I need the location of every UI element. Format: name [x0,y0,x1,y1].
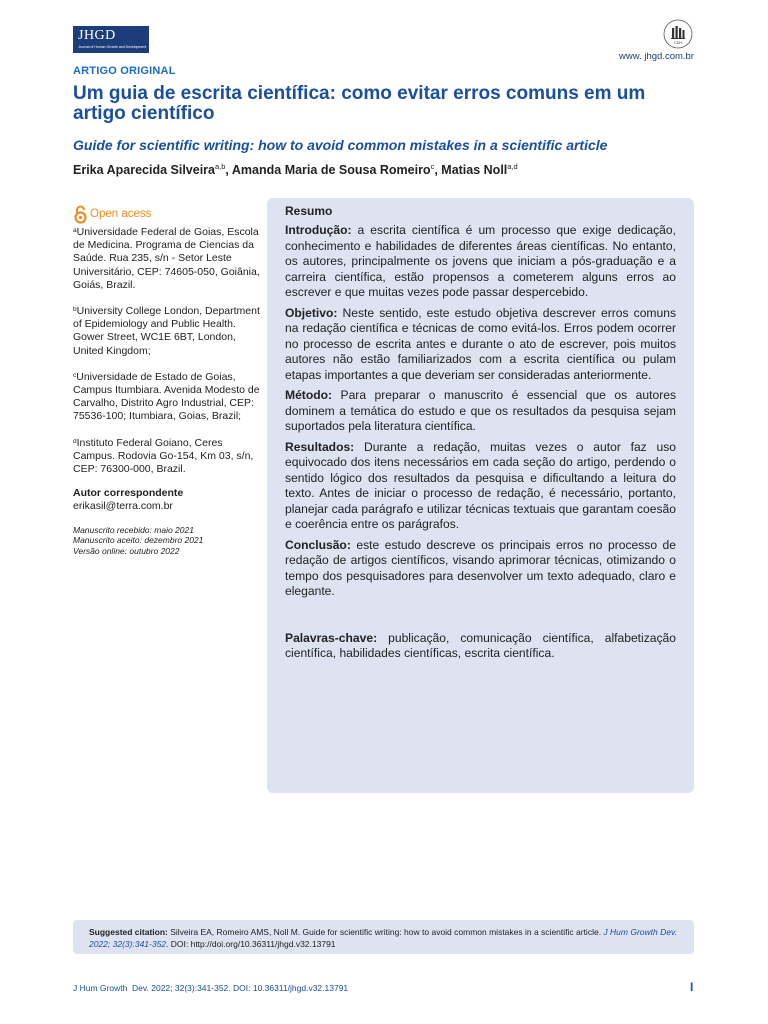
keywords-text: publicação, comunicação científica, alfabetização científica, habilidades científicas, escrita científica. [285,630,676,660]
author-affiliation-marker: a,b [214,162,226,171]
abstract-section-text: Durante a redação, muitas vezes o autor faz uso equivocado dos itens necessários em cada seção do artigo, perdendo o sentido lógico dos resultados da pesquisa e dificultando a leitura do texto. Antes de iniciar o processo de redação, é necessário, portanto, planejar cada parágrafo e utilizar técnicas textuais que garantam coesão e coerência entre os parágrafos. [285,439,676,531]
page-footer: J Hum Growth Dev. 2022; 32(3):341-352. DOI: 10.36311/jhgd.v32.13791 [73,983,349,993]
open-access-lock-icon [73,205,88,224]
article-type-label: ARTIGO ORIGINAL [73,65,176,77]
corresponding-author-email[interactable]: erikasil@terra.com.br [73,500,173,513]
sidebar-metadata [73,205,263,556]
abstract-section-label: Introdução: [285,223,352,237]
affiliation-item [73,303,263,358]
affiliation-item [73,224,263,292]
article-title-english: Guide for scientific writing: how to avoid common mistakes in a scientific article [73,137,608,153]
article-title-portuguese: Um guia de escrita científica: como evitar erros comuns em um artigo científico [73,83,646,124]
abstract-section-text: Neste sentido, este estudo objetiva descrever erros comuns na redação científica e técnicas de como evitá-los. Erros podem ocorrer no processo de escrita antes e durante o ato de escrever, pois muitos autores não estão familiarizados com a escrita científica ou pulam etapas importantes a que deveriam ser consideradas anteriormente. [285,305,676,382]
citation-label: Suggested citation: [89,927,168,937]
affiliation-list [73,224,263,476]
keywords-label: Palavras-chave: [285,630,378,645]
abstract-section-text: Para preparar o manuscrito é essencial que os autores dominem a temática do estudo e que os resultados da pesquisa sejam suportados pela literatura científica. [285,388,676,433]
manuscript-date-line: Manuscrito aceito: dezembro 2021 [73,535,204,546]
author-name: Matias Noll [441,163,508,177]
citation-text: Silveira EA, Romeiro AMS, Noll M. Guide for scientific writing: how to avoid common mistakes in a scientific article. [167,927,604,937]
affiliation-item [73,435,263,477]
affiliation-marker: d [73,437,77,445]
citation-journal: J Hum Growth Dev. 2022; 32(3):341-352 [89,927,677,949]
journal-logo-text: JHGD [78,28,116,43]
journal-logo [73,26,149,53]
suggested-citation [73,920,694,954]
abstract-section-text: este estudo descreve os principais erros no processo de redação de artigos científicos, visando aprimorar técnicas, otimizando o tempo dos pesquisadores para desenvolver um texto adequado, claro e elegante. [285,537,676,598]
author-affiliation-marker: a,d [507,162,518,171]
corresponding-author-label: Autor correspondente [73,487,184,500]
author-list: Erika Aparecida Silveira$^{a,b}$, Amanda Maria de Sousa Romeiro$^c$, Matias Noll$^{a,d}$ [73,162,518,177]
svg-text:CDH: CDH [674,41,682,45]
affiliation-text: Universidade de Estado de Goias, Campus Itumbiara. Avenida Modesto de Carvalho, Distrito Agro Industrial, CEP: 75536-100; Itumbiara, Goias, Brazil; [73,370,260,423]
abstract-section-label: Conclusão: [285,537,351,552]
affiliation-text: Universidade Federal de Goias, Escola de Medicina. Programa de Ciencias da Saúde. Rua 235, s/n - Setor Leste Universitário, CEP: 74605-050, Goiânia, Goiás, Brazil. [73,226,260,291]
abstract-sections [285,223,676,600]
abstract-section [285,223,676,301]
affiliation-marker: b [73,306,77,314]
abstract-section [285,538,676,600]
abstract-section [285,440,676,533]
abstract-section-label: Método: [285,388,333,402]
journal-logo-tagline: Journal of Human Growth and Development [78,45,147,49]
abstract-section [285,306,676,384]
abstract-section-label: Resultados: [285,439,355,454]
journal-website-link[interactable]: www. jhgd.com.br [619,51,694,62]
open-access-label: Open acess [90,207,152,220]
open-access-badge[interactable] [73,205,263,224]
citation-doi[interactable]: . DOI: http://doi.org/10.36311/jhgd.v32.13791 [166,939,336,949]
cdh-logo-icon [663,19,693,49]
affiliation-marker: a [73,227,77,234]
page-number: I [690,980,694,994]
abstract-box [267,198,694,793]
abstract-heading: Resumo [285,204,333,218]
author-affiliation-marker: c [430,162,435,171]
manuscript-date-line: Versão online: outubro 2022 [73,545,180,556]
author-name: Amanda Maria de Sousa Romeiro [231,163,431,177]
abstract-section-label: Objetivo: [285,305,338,320]
manuscript-dates [73,525,263,557]
affiliation-marker: c [73,371,77,379]
affiliation-text: University College London, Department of Epidemiology and Public Health. Gower Street, WC1E 6BT, London, United Kingdom; [73,305,260,357]
abstract-section-text: a escrita científica é um processo que exige dedicação, conhecimento e habilidades de diferentes áreas científicas. No entanto, os autores, principalmente os jovens que iniciam a pós-graduação e a carreira científica, estão propensos a cometerem alguns erros ao escrever e que muitas vezes pode passar despercebido. [285,223,676,299]
author-name: Erika Aparecida Silveira [73,163,215,177]
abstract-section [285,388,676,435]
affiliation-text: Instituto Federal Goiano, Ceres Campus. Rodovia Go-154, Km 03, s/n, CEP: 76300-000, Brazil. [73,436,254,476]
keywords [285,631,676,662]
affiliation-item [73,369,263,424]
manuscript-date-line: Manuscrito recebido: maio 2021 [73,524,194,535]
